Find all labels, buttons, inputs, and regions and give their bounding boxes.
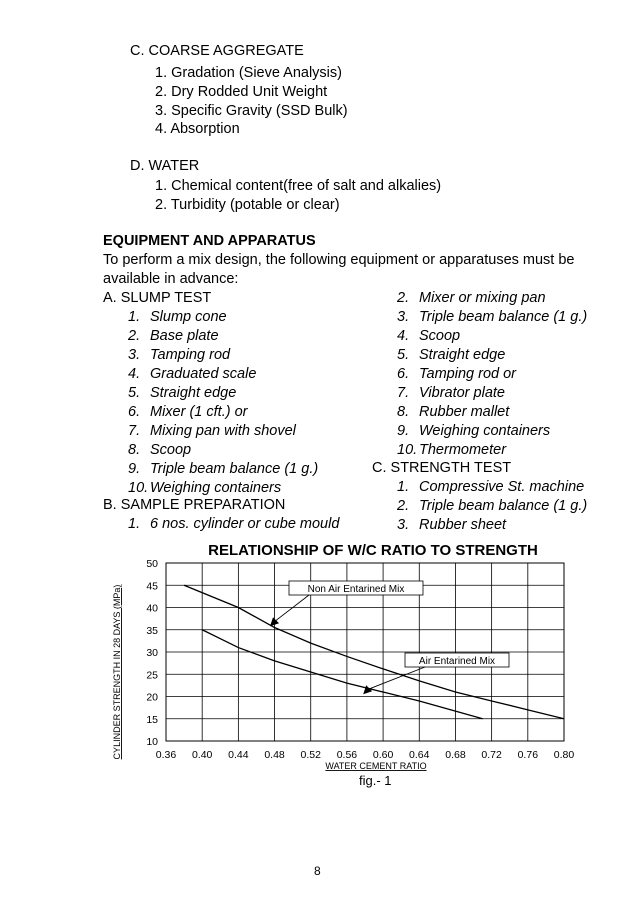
slump-item: 2. Base plate bbox=[128, 328, 219, 344]
y-tick-label: 10 bbox=[146, 736, 158, 748]
x-tick-label: 0.80 bbox=[553, 749, 575, 761]
equipment-intro-line2: available in advance: bbox=[103, 271, 239, 287]
equipment-item: 5. Straight edge bbox=[397, 347, 506, 363]
y-tick-label: 15 bbox=[146, 713, 158, 726]
slump-test-title: A. SLUMP TEST bbox=[103, 290, 212, 306]
strength-test-title: C. STRENGTH TEST bbox=[372, 460, 512, 476]
equipment-heading: EQUIPMENT AND APPARATUS bbox=[103, 233, 316, 249]
equipment-item: 4. Scoop bbox=[397, 328, 461, 344]
slump-item: 5. Straight edge bbox=[128, 385, 237, 401]
x-axis-label: WATER CEMENT RATIO bbox=[325, 761, 427, 771]
arrow-line bbox=[368, 667, 425, 689]
y-tick-label: 30 bbox=[146, 647, 158, 659]
y-tick-label: 45 bbox=[146, 580, 158, 593]
strength-item: 3. Rubber sheet bbox=[397, 517, 507, 533]
water-item: 2. Turbidity (potable or clear) bbox=[155, 197, 340, 213]
x-tick-label: 0.52 bbox=[300, 749, 321, 761]
equipment-item: 7. Vibrator plate bbox=[397, 385, 505, 401]
y-tick-label: 35 bbox=[146, 624, 158, 637]
y-tick-label: 40 bbox=[146, 602, 158, 615]
equipment-item: 3. Triple beam balance (1 g.) bbox=[397, 309, 588, 325]
page-number: 8 bbox=[314, 864, 321, 878]
y-tick-label: 20 bbox=[146, 691, 158, 704]
coarse-aggregate-title: C. COARSE AGGREGATE bbox=[130, 43, 304, 59]
y-tick-label: 50 bbox=[146, 558, 158, 570]
water-item: 1. Chemical content(free of salt and alkalies) bbox=[155, 178, 442, 194]
equipment-item: 8. Rubber mallet bbox=[397, 404, 510, 420]
slump-item: 1. Slump cone bbox=[128, 309, 227, 325]
figure-caption: fig.- 1 bbox=[359, 773, 392, 788]
coarse-item: 2. Dry Rodded Unit Weight bbox=[155, 84, 328, 100]
x-tick-label: 0.48 bbox=[264, 749, 285, 761]
arrow-line bbox=[275, 595, 309, 621]
x-tick-label: 0.60 bbox=[372, 749, 394, 761]
slump-item: 3. Tamping rod bbox=[128, 347, 231, 363]
x-tick-label: 0.76 bbox=[517, 749, 539, 761]
series-label: Air Entarined Mix bbox=[418, 656, 496, 667]
x-tick-label: 0.68 bbox=[445, 749, 466, 761]
coarse-item: 3. Specific Gravity (SSD Bulk) bbox=[155, 103, 348, 119]
strength-item: 2. Triple beam balance (1 g.) bbox=[397, 498, 588, 514]
y-axis-label: CYLINDER STRENGTH IN 28 DAYS (MPa) bbox=[112, 584, 122, 760]
equipment-item: 6. Tamping rod or bbox=[397, 366, 516, 382]
slump-item: 10. Weighing containers bbox=[128, 480, 282, 496]
x-tick-label: 0.72 bbox=[481, 749, 502, 761]
x-tick-label: 0.44 bbox=[228, 749, 249, 761]
equipment-item: 9. Weighing containers bbox=[397, 423, 551, 439]
equipment-item: 2. Mixer or mixing pan bbox=[397, 290, 546, 306]
slump-item: 8. Scoop bbox=[128, 442, 192, 458]
series-label: Non Air Entarined Mix bbox=[307, 584, 405, 595]
chart-title: RELATIONSHIP OF W/C RATIO TO STRENGTH bbox=[208, 542, 538, 559]
strength-item: 1. Compressive St. machine bbox=[397, 479, 585, 495]
coarse-item: 4. Absorption bbox=[155, 121, 240, 137]
equipment-intro-line1: To perform a mix design, the following equipment or apparatuses must be bbox=[103, 252, 575, 268]
wc-strength-chart bbox=[0, 535, 638, 815]
x-tick-label: 0.56 bbox=[336, 749, 358, 761]
x-tick-label: 0.40 bbox=[191, 749, 213, 761]
slump-item: 9. Triple beam balance (1 g.) bbox=[128, 461, 319, 477]
arrow-head bbox=[363, 685, 372, 694]
x-tick-label: 0.36 bbox=[155, 749, 177, 761]
x-tick-label: 0.64 bbox=[409, 749, 430, 761]
sample-prep-title: B. SAMPLE PREPARATION bbox=[103, 497, 286, 513]
y-tick-label: 25 bbox=[146, 669, 158, 682]
slump-item: 6. Mixer (1 cft.) or bbox=[128, 404, 248, 420]
slump-item: 4. Graduated scale bbox=[128, 366, 257, 382]
coarse-item: 1. Gradation (Sieve Analysis) bbox=[155, 65, 342, 81]
sample-item: 1. 6 nos. cylinder or cube mould bbox=[128, 516, 340, 532]
equipment-item: 10. Thermometer bbox=[397, 442, 507, 458]
water-title: D. WATER bbox=[130, 158, 200, 174]
slump-item: 7. Mixing pan with shovel bbox=[128, 423, 296, 439]
